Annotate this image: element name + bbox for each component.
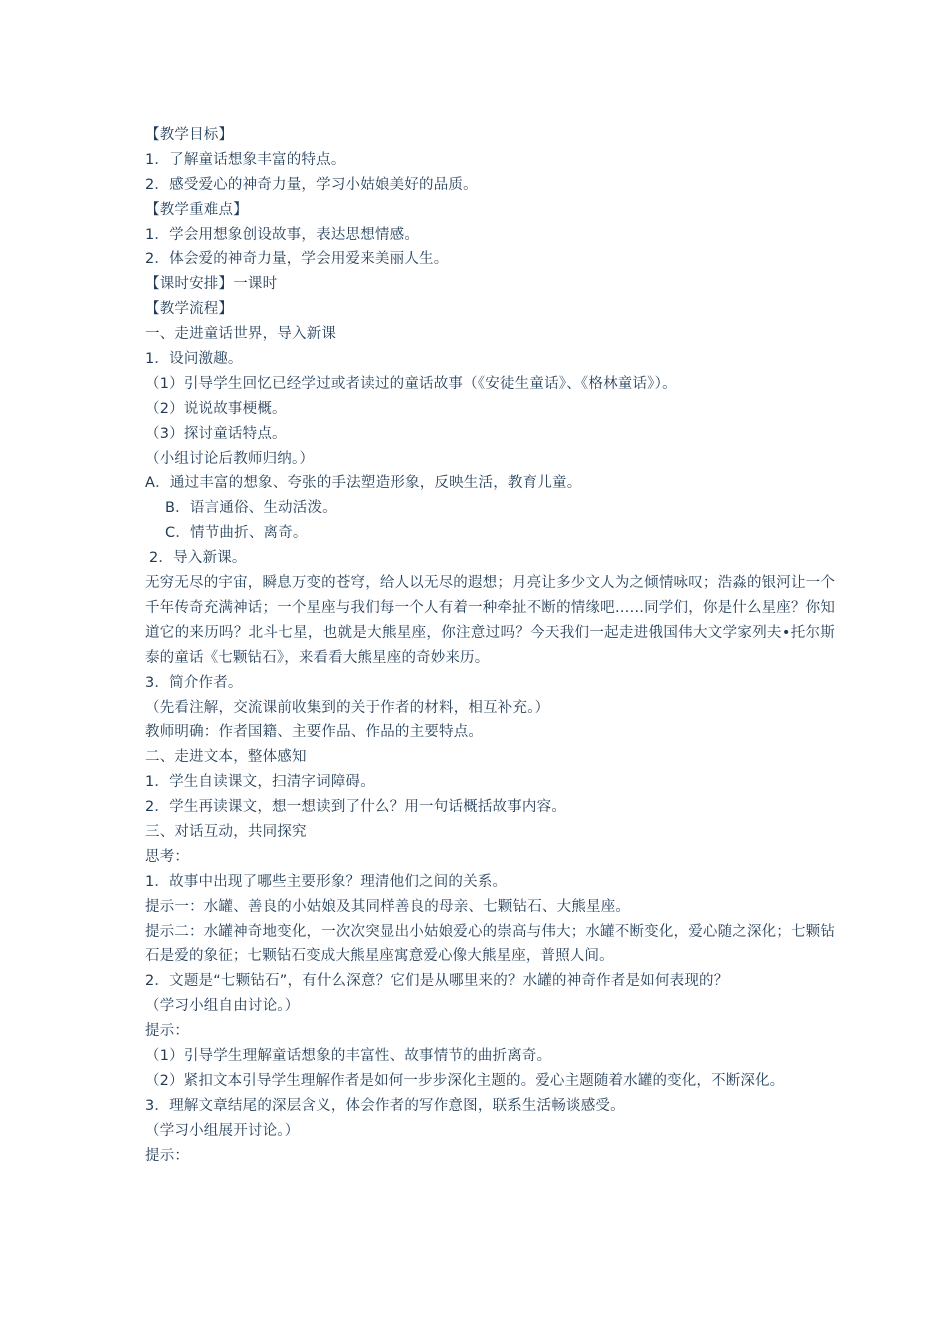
sub-step-item: （2）说说故事梗概。 xyxy=(145,400,287,417)
step-item: 1．学生自读课文，扫清字词障碍。 xyxy=(145,774,375,791)
key-point-item: 2．体会爱的神奇力量，学会用爱来美丽人生。 xyxy=(145,251,449,268)
section-heading: 二、走进文本，整体感知 xyxy=(145,749,307,766)
teacher-note: 教师明确：作者国籍、主要作品、作品的主要特点。 xyxy=(145,724,484,741)
heading-process: 【教学流程】 xyxy=(145,301,234,318)
note-line: （学习小组自由讨论。） xyxy=(145,998,300,1015)
hint-paragraph: （2）紧扣文本引导学生理解作者是如何一步步深化主题的。爱心主题随着水罐的变化，不断深化。 xyxy=(145,1072,785,1089)
goal-item: 2．感受爱心的神奇力量，学习小姑娘美好的品质。 xyxy=(145,176,478,193)
question-item: 3．理解文章结尾的深层含义，体会作者的写作意图，联系生活畅谈感受。 xyxy=(145,1097,625,1114)
note-line: （学习小组展开讨论。） xyxy=(145,1122,300,1139)
question-item: 1．故事中出现了哪些主要形象？理清他们之间的关系。 xyxy=(145,873,508,890)
feature-item: B．语言通俗、生动活泼。 xyxy=(165,500,337,517)
note-line: （先看注解，交流课前收集到的关于作者的材料，相互补充。） xyxy=(145,699,550,716)
sub-step-item: （1）引导学生回忆已经学过或者读过的童话故事（《安徒生童话》、《格林童话》）。 xyxy=(145,375,677,392)
key-point-item: 1．学会用想象创设故事，表达思想情感。 xyxy=(145,226,420,243)
hint-item: 提示一：水罐、善良的小姑娘及其同样善良的母亲、七颗钻石、大熊星座。 xyxy=(145,898,631,915)
hint-item: （1）引导学生理解童话想象的丰富性、故事情节的曲折离奇。 xyxy=(145,1048,552,1065)
hint-paragraph: 提示二：水罐神奇地变化，一次次突显出小姑娘爱心的崇高与伟大；水罐不断变化，爱心随之深化；七颗钻石是爱的象征；七颗钻石变成大熊星座寓意爱心像大熊星座，普照人间。 xyxy=(145,923,835,965)
think-label: 思考： xyxy=(145,848,190,865)
heading-teaching-goals: 【教学目标】 xyxy=(145,127,234,143)
note-line: （小组讨论后教师归纳。） xyxy=(145,450,315,467)
step-item: 2．导入新课。 xyxy=(149,550,247,567)
section-heading: 三、对话互动，共同探究 xyxy=(145,824,307,840)
section-heading: 一、走进童话世界，导入新课 xyxy=(145,326,337,343)
feature-item: C．情节曲折、离奇。 xyxy=(165,525,308,542)
feature-item: A．通过丰富的想象、夸张的手法塑造形象，反映生活，教育儿童。 xyxy=(145,475,582,492)
step-item: 2．学生再读课文，想一想读到了什么？用一句话概括故事内容。 xyxy=(145,799,567,816)
sub-step-item: （3）探讨童话特点。 xyxy=(145,425,287,442)
hint-label: 提示： xyxy=(145,1023,190,1040)
step-item: 1．设问激趣。 xyxy=(145,351,243,368)
heading-key-points: 【教学重难点】 xyxy=(145,201,248,218)
intro-paragraph: 无穷无尽的宇宙，瞬息万变的苍穹，给人以无尽的遐想；月亮让多少文人为之倾情咏叹；浩淼的银河让一个千年传奇充满神话；一个星座与我们每一个人有着一种牵扯不断的情缘吧……同学们，你是什么星座？你知道它的来历吗？北斗七星，也就是大熊星座，你注意过吗？今天我们一起走进俄国伟大文学家列夫•托尔斯泰的童话《七颗钻石》，来看看大熊星座的奇妙来历。 xyxy=(145,575,835,666)
goal-item: 1．了解童话想象丰富的特点。 xyxy=(145,151,346,168)
step-item: 3．简介作者。 xyxy=(145,674,243,691)
document-body xyxy=(145,123,835,1169)
question-item: 2．文题是“七颗钻石”，有什么深意？它们是从哪里来的？水罐的神奇作者是如何表现的？ xyxy=(145,973,729,990)
hint-label: 提示： xyxy=(145,1147,190,1164)
heading-schedule: 【课时安排】一课时 xyxy=(145,276,278,293)
